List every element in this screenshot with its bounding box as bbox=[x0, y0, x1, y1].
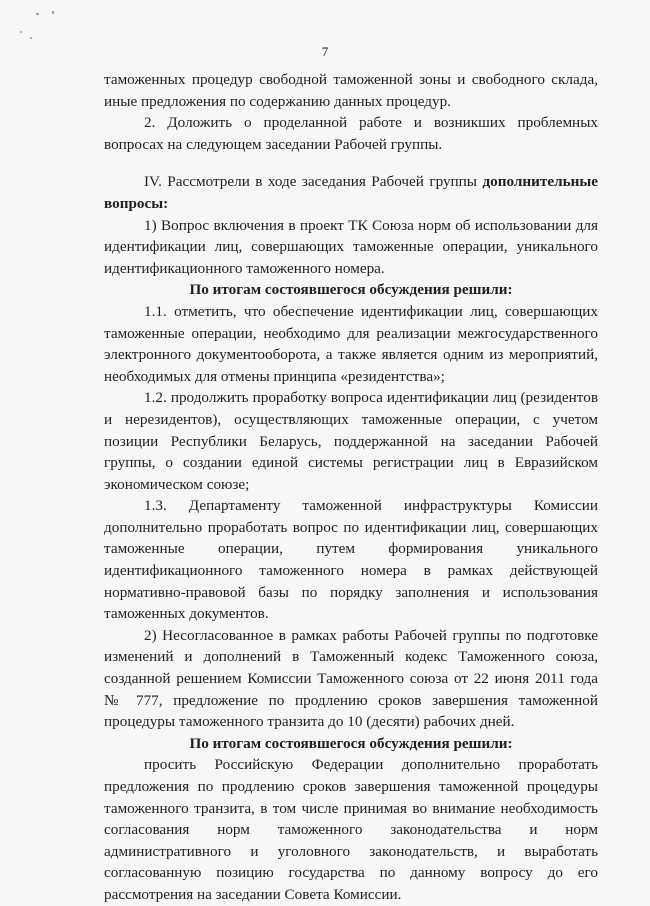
scan-speck bbox=[20, 31, 22, 33]
scan-speck bbox=[36, 13, 39, 15]
paragraph-continuation: таможенных процедур свободной таможенной зоны и свободного склада, иные предложения по содержанию данных процедур. bbox=[104, 71, 598, 110]
paragraph-decision-1-3: 1.3. Департаменту таможенной инфраструктуры Комиссии дополнительно проработать вопрос по идентификации лиц, совершающих таможенные операции, путем формирования уникального идентификационного таможенного номера в рамках действующей нормативно-правовой базы по порядку заполнения и использования таможенных документов. bbox=[104, 497, 598, 623]
page-number: 7 bbox=[321, 44, 329, 59]
paragraph-decision-1-2: 1.2. продолжить проработку вопроса идентификации лиц (резидентов и нерезидентов), осуществляющих таможенные операции, с учетом позиции Республики Беларусь, поддержанной на заседании Рабочей группы, о создании единой системы регистрации лиц в Евразийском экономическом союзе; bbox=[104, 389, 598, 493]
section-iv-bold: дополнительные вопросы: bbox=[104, 173, 598, 212]
decision-heading: По итогам состоявшегося обсуждения решили: bbox=[189, 281, 513, 299]
paragraph-section-iv bbox=[104, 171, 598, 214]
paragraph-decision-2: просить Российскую Федерации дополнительно проработать предложения по продлению сроков завершения таможенной процедуры таможенного транзита, в том числе принимая во внимание необходимость согласования норм таможенного законодательства и норм административного и уголовного законодательств, и выработать согласованную позицию государства по данному вопросу до его рассмотрения на заседании Совета Комиссии. bbox=[104, 756, 598, 903]
document-body bbox=[104, 69, 598, 906]
paragraph-report-item: 2. Доложить о проделанной работе и возникших проблемных вопросах на следующем заседании Рабочей группы. bbox=[104, 114, 598, 153]
scan-speck bbox=[30, 37, 32, 39]
paragraph-question-2: 2) Несогласованное в рамках работы Рабочей группы по подготовке изменений и дополнений в Таможенный кодекс Таможенного союза, созданной решением Комиссии Таможенного союза от 22 июня 2011 года № 777, предложение по продлению сроков завершения таможенной процедуры таможенного транзита до 10 (десяти) рабочих дней. bbox=[104, 626, 598, 731]
paragraph-question-1: 1) Вопрос включения в проект ТК Союза норм об использовании для идентификации лиц, совершающих таможенные операции, уникального идентификационного таможенного номера. bbox=[104, 216, 598, 277]
section-iv-text: IV. Рассмотрели в ходе заседания Рабочей группы bbox=[144, 173, 483, 191]
decision-heading: По итогам состоявшегося обсуждения решили: bbox=[189, 734, 513, 752]
paragraph-decision-1-1: 1.1. отметить, что обеспечение идентификации лиц, совершающих таможенные операции, необходимо для реализации межгосударственного электронного документооборота, а также является одним из мероприятий, необходимых для отмены принципа «резидентства»; bbox=[104, 302, 598, 385]
scan-speck bbox=[52, 11, 54, 14]
